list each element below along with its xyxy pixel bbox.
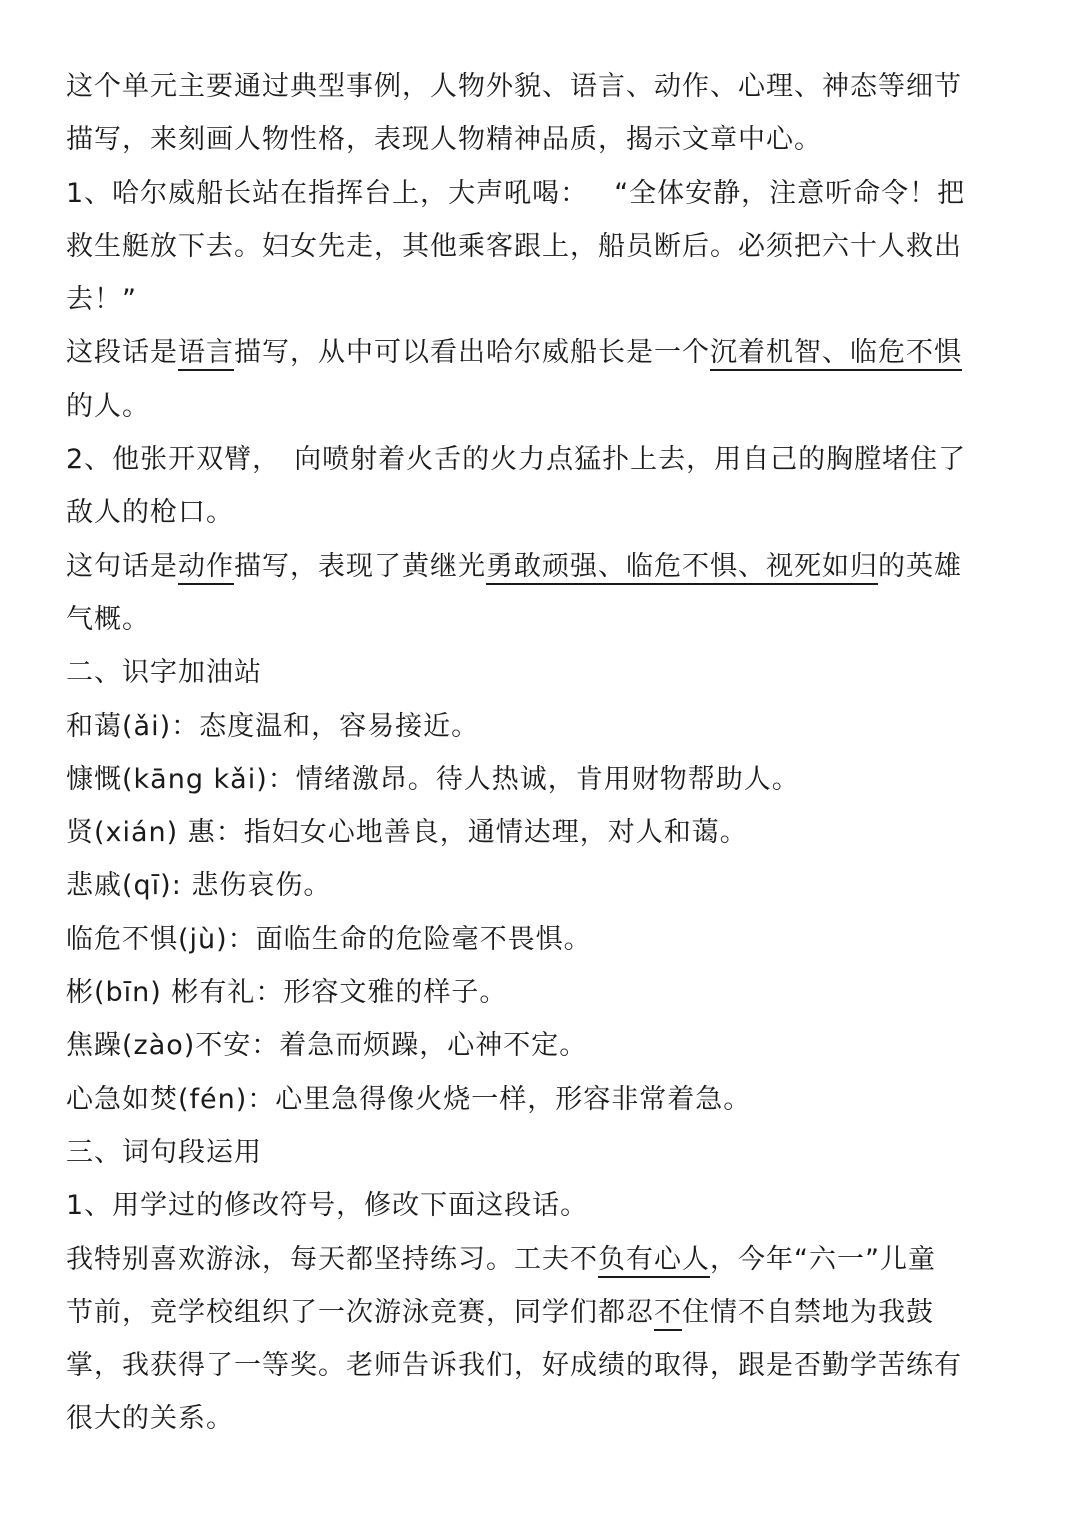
vocab-item: 悲戚(qī): 悲伤哀伤。 (66, 870, 332, 902)
paragraph-text: ，今年“六一”儿童 (710, 1243, 936, 1275)
underlined-phrase: 负有心人 (598, 1244, 710, 1278)
example-2-analysis (66, 540, 1020, 593)
example-1-line: 去！” (66, 284, 137, 316)
underlined-phrase: 不 (654, 1297, 682, 1331)
example-1-quote: “全体安静，注意听命令！把 (614, 177, 966, 209)
vocab-item: 贤(xián) 惠：指妇女心地善良，通情达理，对人和蔼。 (66, 817, 748, 849)
vocab-item: 彬(bīn) 彬有礼：形容文雅的样子。 (66, 977, 508, 1009)
exercise-paragraph-line: 很大的关系。 (66, 1403, 234, 1435)
analysis-text: 这句话是 (66, 550, 178, 582)
section-2-title: 二、识字加油站 (66, 657, 262, 689)
exercise-paragraph-line (66, 1233, 1020, 1286)
example-2-line (66, 433, 1020, 486)
vocab-item: 和蔼(ǎi)：态度温和，容易接近。 (66, 710, 480, 742)
example-1-line: 救生艇放下去。妇女先走，其他乘客跟上，船员断后。必须把六十人救出 (66, 230, 962, 262)
example-2-text: 2、他张开双臂， (66, 444, 281, 476)
paragraph-text: 住情不自禁地为我鼓 (682, 1296, 934, 1328)
intro-line: 这个单元主要通过典型事例，人物外貌、语言、动作、心理、神态等细节 (66, 71, 962, 102)
exercise-paragraph-line: 掌，我获得了一等奖。老师告诉我们，好成绩的取得，跟是否勤学苦练有 (66, 1350, 962, 1382)
example-1-line (66, 167, 1020, 220)
example-1-analysis (66, 326, 1020, 379)
paragraph-text: 我特别喜欢游泳，每天都坚持练习。工夫不 (66, 1243, 598, 1275)
vocab-item: 心急如焚(fén)：心里急得像火烧一样，形容非常着急。 (66, 1083, 752, 1115)
example-2-text: 向喷射着火舌的火力点猛扑上去，用自己的胸膛堵住了 (294, 444, 967, 476)
analysis-text: 这段话是 (66, 337, 178, 369)
example-2-line: 敌人的枪口。 (66, 497, 234, 529)
underlined-answer: 语言 (178, 337, 234, 371)
analysis-text: 描写，表现了黄继光 (234, 550, 486, 582)
vocab-item: 临危不惧(jù)：面临生命的危险毫不畏惧。 (66, 923, 592, 955)
vocab-item: 慷慨(kāng kǎi)：情绪激昂。待人热诚，肯用财物帮助人。 (66, 763, 800, 795)
analysis-text: 的英雄 (878, 550, 962, 582)
intro-line: 描写，来刻画人物性格，表现人物精神品质，揭示文章中心。 (66, 124, 822, 156)
paragraph-text: 节前，竞学校组织了一次游泳竞赛，同学们都忍 (66, 1296, 654, 1328)
example-2-analysis: 气概。 (66, 603, 150, 635)
underlined-answer: 勇敢顽强、临危不惧、视死如归 (486, 551, 878, 585)
section-3-task: 1、用学过的修改符号，修改下面这段话。 (66, 1190, 589, 1222)
underlined-answer: 沉着机智、临危不惧 (710, 337, 962, 371)
analysis-text: 描写，从中可以看出哈尔威船长是一个 (234, 337, 710, 369)
example-1-text: 1、哈尔威船长站在指挥台上，大声吼喝： (66, 177, 589, 209)
vocab-item: 焦躁(zào)不安：着急而烦躁，心神不定。 (66, 1030, 588, 1062)
section-3-title: 三、词句段运用 (66, 1136, 262, 1168)
exercise-paragraph-line (66, 1286, 1020, 1339)
example-1-analysis: 的人。 (66, 390, 150, 422)
underlined-answer: 动作 (178, 551, 234, 585)
